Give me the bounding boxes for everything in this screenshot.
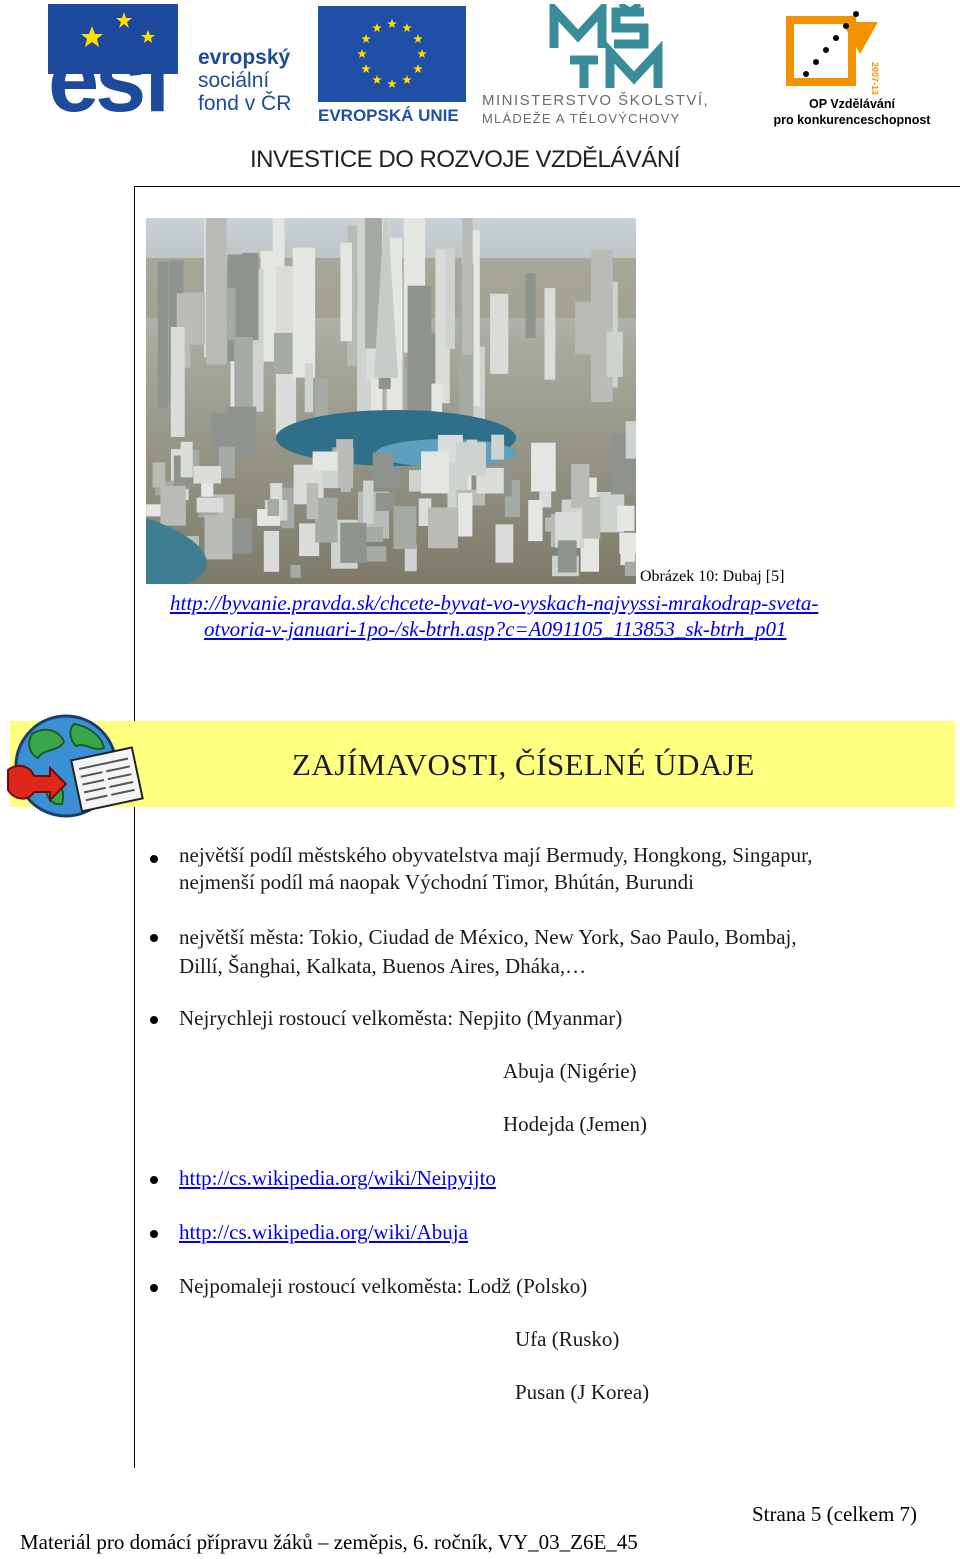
tower-shape bbox=[227, 288, 236, 340]
bullet-dot bbox=[150, 855, 158, 863]
item-fastest-growing-line-1: Nejrychleji rostoucí velkoměsta: Nepjito (Myanmar) bbox=[179, 1006, 623, 1030]
block-shape bbox=[456, 442, 486, 475]
bullet-dot bbox=[150, 1016, 158, 1024]
tower-shape bbox=[408, 286, 432, 421]
tower-shape bbox=[234, 337, 253, 412]
item-urban-share-line-1: největší podíl městského obyvatelstva mají Bermudy, Hongkong, Singapur, bbox=[179, 843, 813, 867]
block-shape bbox=[323, 469, 338, 488]
esf-logo bbox=[48, 4, 298, 130]
esf-line-2: sociální bbox=[198, 69, 270, 92]
item-largest-cities-line-2: Dillí, Šanghai, Kalkata, Buenos Aires, Dháka,… bbox=[179, 954, 587, 978]
op-years: 2007-13 bbox=[870, 62, 880, 96]
tower-shape bbox=[340, 243, 352, 342]
globe-newspaper-icon bbox=[4, 712, 146, 820]
esf-name bbox=[198, 46, 291, 115]
op-line-1: OP Vzdělávání bbox=[809, 97, 895, 111]
block-shape bbox=[531, 443, 556, 492]
block-shape bbox=[160, 486, 186, 526]
bullet-dot bbox=[150, 1230, 158, 1238]
tower-shape bbox=[171, 327, 185, 437]
block-shape bbox=[571, 464, 589, 508]
bullet-dot bbox=[150, 934, 158, 942]
project-slogan: INVESTICE DO ROZVOJE VZDĚLÁVÁNÍ bbox=[250, 146, 680, 173]
block-shape bbox=[290, 565, 300, 578]
item-slowest-growing-line-2: Ufa (Rusko) bbox=[515, 1327, 620, 1351]
block-shape bbox=[268, 499, 280, 516]
block-shape bbox=[558, 540, 577, 572]
dubai-skyline-photo bbox=[146, 218, 636, 584]
op-logo-icon bbox=[786, 4, 886, 96]
block-shape bbox=[394, 506, 417, 549]
item-urban-share-line-2: nejmenší podíl má naopak Východní Timor, Bhútán, Burundi bbox=[179, 870, 695, 894]
figure-source-link[interactable] bbox=[170, 590, 950, 642]
item-fastest-growing-line-2: Abuja (Nigérie) bbox=[503, 1059, 637, 1083]
eu-flag-icon bbox=[318, 6, 466, 102]
block-shape bbox=[315, 498, 337, 543]
block-shape bbox=[611, 456, 636, 495]
esf-line-1: evropský bbox=[198, 46, 291, 69]
item-slowest-growing-line-3: Pusan (J Korea) bbox=[515, 1380, 650, 1404]
block-shape bbox=[428, 507, 458, 548]
block-shape bbox=[363, 481, 373, 524]
block-shape bbox=[340, 523, 366, 563]
block-shape bbox=[376, 493, 394, 511]
block-shape bbox=[617, 506, 634, 531]
block-shape bbox=[528, 500, 542, 541]
wikipedia-link-neipyijto[interactable]: http://cs.wikipedia.org/wiki/Neipyijto bbox=[179, 1166, 496, 1190]
block-shape bbox=[181, 442, 193, 478]
tower-shape bbox=[607, 332, 623, 377]
tower-shape bbox=[526, 273, 536, 338]
block-shape bbox=[367, 546, 387, 561]
block-shape bbox=[405, 545, 417, 571]
tower-shape bbox=[293, 248, 316, 378]
tower-shape bbox=[575, 302, 592, 355]
wikipedia-link-abuja[interactable]: http://cs.wikipedia.org/wiki/Abuja bbox=[179, 1220, 468, 1244]
page-number: Strana 5 (celkem 7) bbox=[752, 1502, 918, 1526]
msmt-line-2: MLÁDEŽE A TĚLOVÝCHOVY bbox=[482, 111, 681, 126]
frame-top-rule bbox=[134, 186, 960, 187]
block-shape bbox=[336, 439, 353, 488]
tower-shape bbox=[591, 250, 613, 402]
block-shape bbox=[374, 466, 401, 488]
item-fastest-growing-line-3: Hodejda (Jemen) bbox=[503, 1112, 648, 1136]
tower-shape bbox=[206, 218, 227, 364]
footer-material: Materiál pro domácí přípravu žáků – zeměpis, 6. ročník, VY_03_Z6E_45 bbox=[20, 1530, 638, 1554]
tower-shape bbox=[490, 294, 508, 374]
tower-shape bbox=[305, 363, 313, 412]
bullet-dot bbox=[150, 1176, 158, 1184]
msmt-line-1: MINISTERSTVO ŠKOLSTVÍ, bbox=[482, 92, 710, 109]
tower-shape bbox=[183, 292, 205, 344]
block-shape bbox=[264, 531, 279, 572]
block-shape bbox=[496, 524, 514, 562]
tower-shape bbox=[446, 248, 455, 349]
block-shape bbox=[491, 435, 504, 460]
tower-shape bbox=[462, 218, 473, 355]
item-largest-cities-line-1: největší města: Tokio, Ciudad de México, New York, Sao Paulo, Bombaj, bbox=[179, 925, 797, 949]
op-line-2: pro konkurenceschopnost bbox=[773, 113, 931, 127]
block-shape bbox=[625, 562, 636, 576]
bullet-dot bbox=[150, 1284, 158, 1292]
block-shape bbox=[193, 466, 221, 483]
frame-left-rule bbox=[134, 186, 135, 1468]
tower-shape bbox=[545, 288, 556, 380]
block-shape bbox=[421, 451, 449, 493]
block-shape bbox=[219, 447, 235, 479]
msmt-logo-icon bbox=[548, 4, 678, 92]
tower-shape bbox=[158, 262, 169, 408]
block-shape bbox=[197, 498, 224, 513]
block-shape bbox=[205, 515, 233, 559]
figure-source-line-2[interactable]: otvoria-v-januari-1po-/sk-btrh.asp?c=A091105_113853_sk-btrh_p01 bbox=[204, 617, 787, 641]
tower-shape bbox=[242, 253, 258, 340]
block-shape bbox=[458, 493, 472, 537]
block-shape bbox=[229, 518, 252, 554]
item-slowest-growing-line-1: Nejpomaleji rostoucí velkoměsta: Lodž (Polsko) bbox=[179, 1274, 588, 1298]
block-shape bbox=[626, 421, 636, 459]
section-title: ZAJÍMAVOSTI, ČÍSELNÉ ÚDAJE bbox=[292, 747, 755, 782]
figure-source-line-1[interactable]: http://byvanie.pravda.sk/chcete-byvat-vo-vyskach-najvyssi-mrakodrap-sveta- bbox=[170, 591, 819, 615]
esf-line-3: fond v ČR bbox=[198, 92, 292, 115]
block-shape bbox=[307, 483, 319, 519]
block-shape bbox=[153, 462, 166, 487]
eu-caption: EVROPSKÁ UNIE bbox=[318, 106, 459, 125]
block-shape bbox=[313, 452, 338, 471]
esf-letters: esf bbox=[48, 29, 169, 131]
figure-caption: Obrázek 10: Dubaj [5] bbox=[640, 568, 785, 585]
op-caption bbox=[752, 96, 952, 128]
